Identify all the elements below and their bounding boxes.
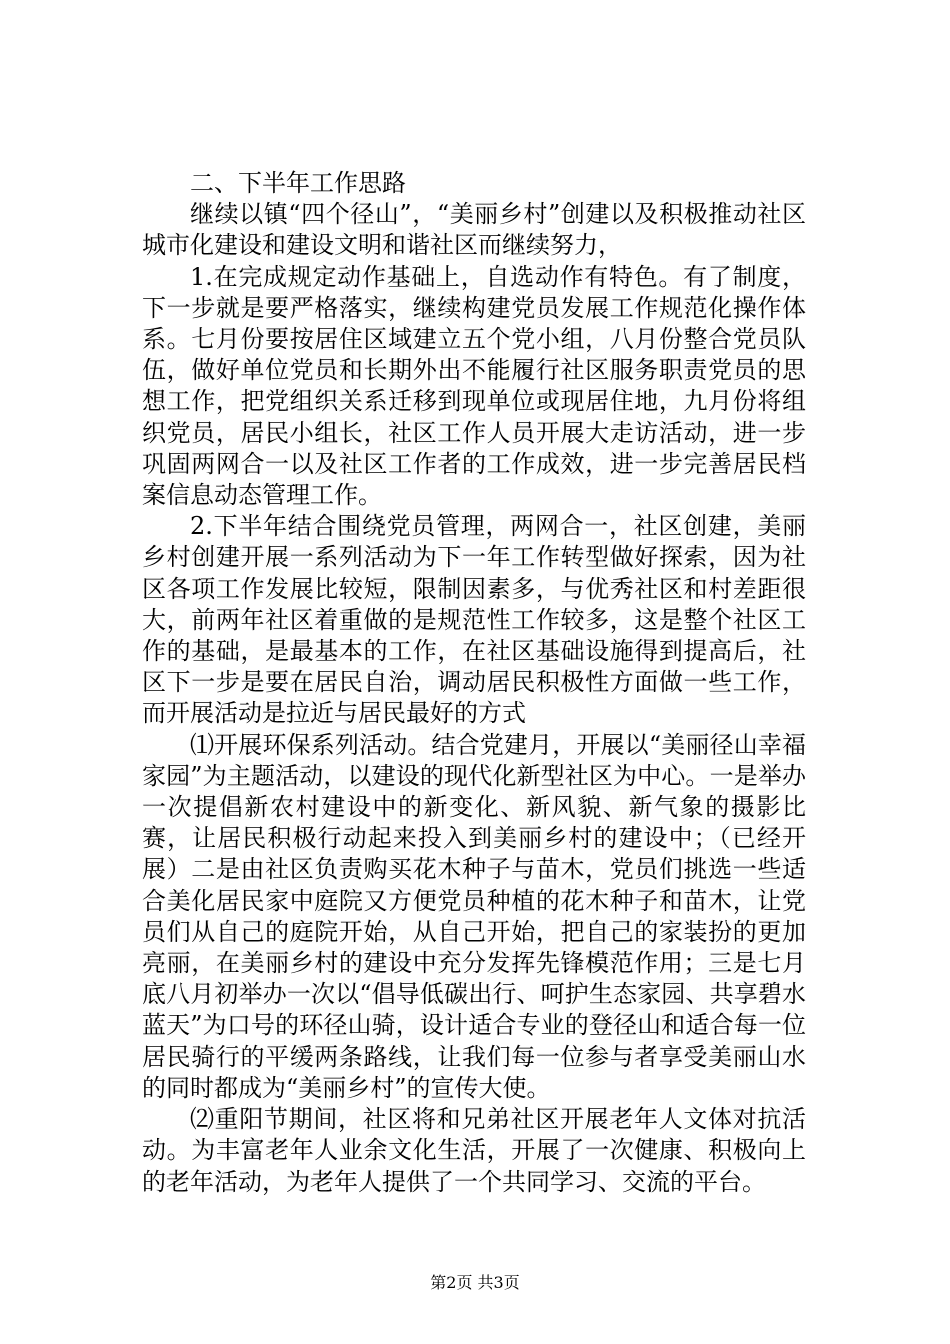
page-footer: 第2页 共3页 [430,1273,520,1292]
paragraph-intro: 继续以镇“四个径山”，“美丽乡村”创建以及积极推动社区城市化建设和建设文明和谐社区而继续努力， [142,200,806,260]
section-heading: 二、下半年工作思路 [190,169,406,197]
paragraph-subitem-1: ⑴开展环保系列活动。结合党建月，开展以“美丽径山幸福家园”为主题活动，以建设的现代化新型社区为中心。一是举办一次提倡新农村建设中的新变化、新风貌、新气象的摄影比赛，让居民积极行动起来投入到美丽乡村的建设中；（已经开展）二是由社区负责购买花木种子与苗木，党员们挑选一些适合美化居民家中庭院又方便党员种植的花木种子和苗木，让党员们从自己的庭院开始，从自己开始，把自己的家装扮的更加亮丽，在美丽乡村的建设中充分发挥先锋模范作用；三是七月底八月初举办一次以“倡导低碳出行、呵护生态家园、共享碧水蓝天”为口号的环径山骑，设计适合专业的登径山和适合每一位居民骑行的平缓两条路线，让我们每一位参与者享受美丽山水的同时都成为“美丽乡村”的宣传大使。 [142,730,806,1102]
paragraph-item-1: 1.在完成规定动作基础上，自选动作有特色。有了制度，下一步就是要严格落实，继续构建党员发展工作规范化操作体系。七月份要按居住区域建立五个党小组，八月份整合党员队伍，做好单位党员和长期外出不能履行社区服务职责党员的思想工作，把党组织关系迁移到现单位或现居住地，九月份将组织党员，居民小组长，社区工作人员开展大走访活动，进一步巩固两网合一以及社区工作者的工作成效，进一步完善居民档案信息动态管理工作。 [142,262,806,510]
paragraph-item-2: 2.下半年结合围绕党员管理，两网合一，社区创建，美丽乡村创建开展一系列活动为下一年工作转型做好探索，因为社区各项工作发展比较短，限制因素多，与优秀社区和村差距很大，前两年社区着重做的是规范性工作较多，这是整个社区工作的基础，是最基本的工作，在社区基础设施得到提高后，社区下一步是要在居民自治，调动居民积极性方面做一些工作，而开展活动是拉近与居民最好的方式 [142,512,806,728]
document-body [142,168,806,1198]
paragraph-subitem-2: ⑵重阳节期间，社区将和兄弟社区开展老年人文体对抗活动。为丰富老年人业余文化生活，开展了一次健康、积极向上的老年活动，为老年人提供了一个共同学习、交流的平台。 [142,1105,806,1196]
